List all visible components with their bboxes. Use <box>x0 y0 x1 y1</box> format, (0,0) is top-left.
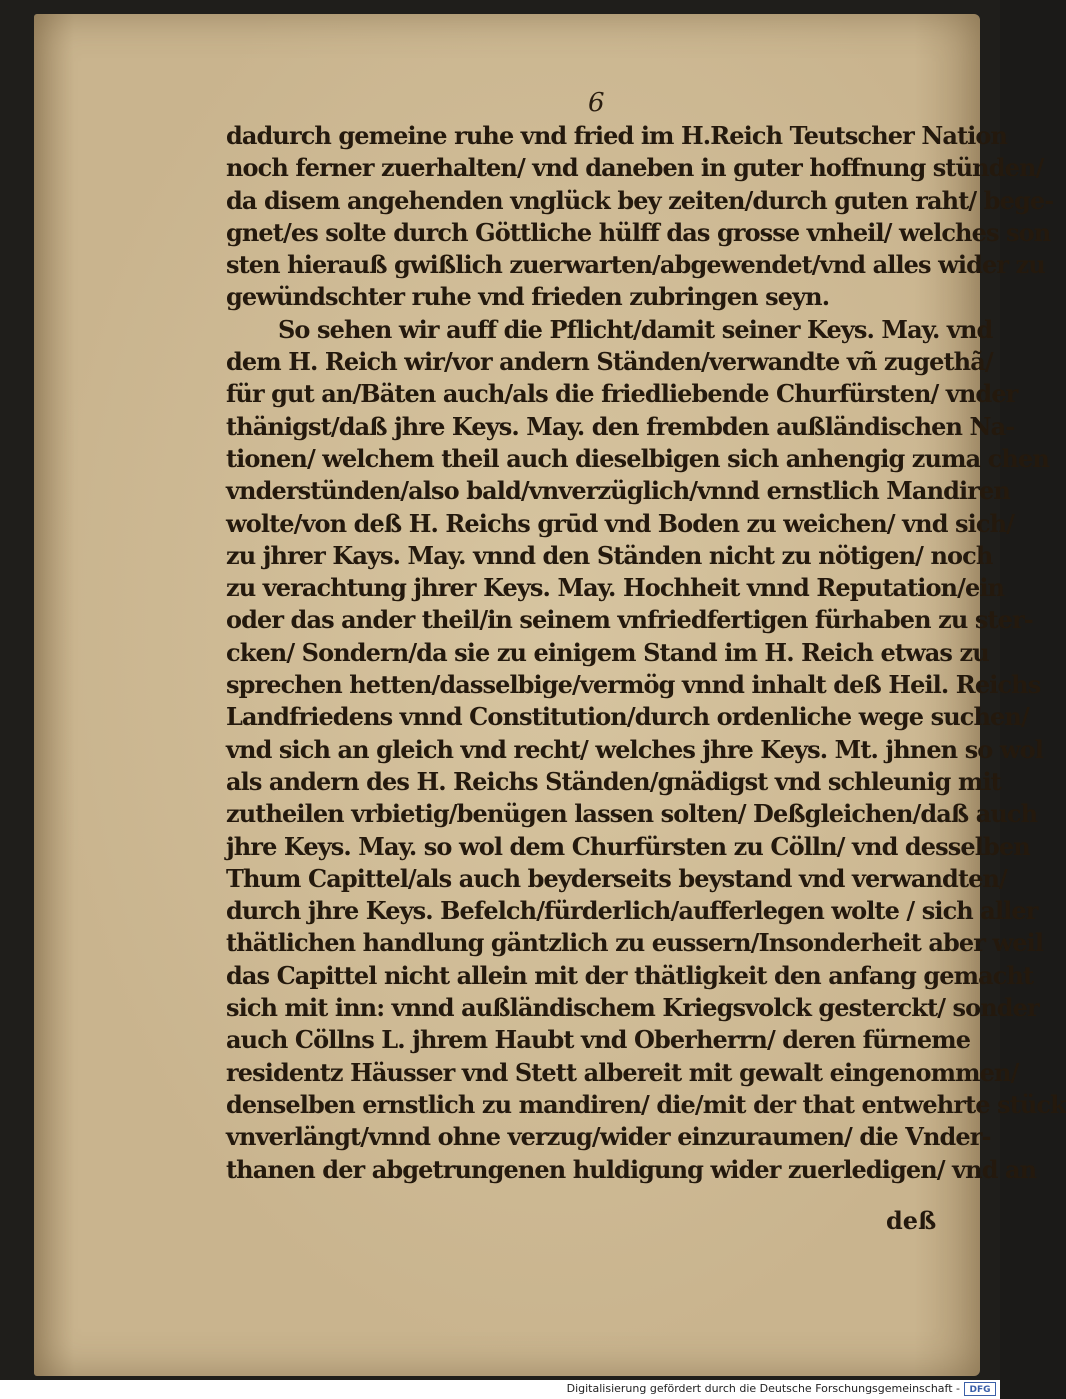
text-line: denselben ernstlich zu mandiren/ die/mit der that entwehrte stück <box>226 1089 1066 1119</box>
text-line: dadurch gemeine ruhe vnd fried im H.Reich Teutscher Nation <box>226 121 1008 150</box>
catchword: deß <box>886 1206 937 1235</box>
text-line: thänigst/daß jhre Keys. May. den frembden außländischen Na- <box>226 411 1015 441</box>
page-number: 6 <box>588 88 605 118</box>
text-line: vnderstünden/also bald/vnverzüglich/vnnd ernstlich Mandiren <box>226 476 1010 506</box>
text-line: auch Cöllns L. jhrem Haubt vnd Oberherrn/ deren fürneme <box>226 1025 971 1055</box>
text-line: thanen der abgetrungenen huldigung wider zuerledigen/ vnd an <box>226 1154 1037 1184</box>
text-line: vnverlängt/vnnd ohne verzug/wider einzuraumen/ die Vnder- <box>226 1122 991 1152</box>
body-text <box>226 120 1066 1186</box>
text-line: noch ferner zuerhalten/ vnd daneben in guter hoffnung stünden/ <box>226 153 1044 183</box>
text-line: vnd sich an gleich vnd recht/ welches jhre Keys. Mt. jhnen so wol <box>226 734 1043 764</box>
text-line: das Capittel nicht allein mit der thätligkeit den anfang gemacht <box>226 960 1034 990</box>
funding-credit: Digitalisierung gefördert durch die Deutsche Forschungsgemeinschaft - <box>566 1382 960 1395</box>
text-line: als andern des H. Reichs Ständen/gnädigst vnd schleunig mit <box>226 766 1001 796</box>
text-line: gnet/es solte durch Göttliche hülff das grosse vnheil/ welches son <box>226 217 1051 247</box>
text-line: wolte/von deß H. Reichs grūd vnd Boden zu weichen/ vnd sich/ <box>226 508 1015 538</box>
dfg-logo-icon[interactable]: DFG <box>964 1382 996 1396</box>
text-line: für gut an/Bäten auch/als die friedliebende Churfürsten/ vnder <box>226 379 1018 409</box>
text-line: zutheilen vrbietig/benügen lassen solten/ Deßgleichen/daß auch <box>226 799 1038 829</box>
text-line: residentz Häusser vnd Stett albereit mit gewalt eingenommen/ <box>226 1057 1019 1087</box>
text-line: So sehen wir auff die Pflicht/damit seiner Keys. May. vnd <box>278 314 993 344</box>
text-line: oder das ander theil/in seinem vnfriedfertigen fürhaben zu ster- <box>226 605 1033 635</box>
text-line: da disem angehenden vnglück bey zeiten/durch guten raht/ bege- <box>226 185 1054 215</box>
text-line: Thum Capittel/als auch beyderseits beystand vnd verwandten/ <box>226 863 1007 893</box>
text-line: cken/ Sondern/da sie zu einigem Stand im H. Reich etwas zu <box>226 637 989 667</box>
text-line: dem H. Reich wir/vor andern Ständen/verwandte vñ zugethã/ <box>226 347 993 377</box>
text-line: jhre Keys. May. so wol dem Churfürsten zu Cölln/ vnd desselben <box>226 831 1030 861</box>
text-line: gewündschter ruhe vnd frieden zubringen seyn. <box>226 282 830 312</box>
text-line: thätlichen handlung gäntzlich zu eussern/Insonderheit aber weil <box>226 928 1044 958</box>
text-line: zu jhrer Kays. May. vnnd den Ständen nicht zu nötigen/ noch <box>226 540 993 570</box>
text-line: sten hierauß gwißlich zuerwarten/abgewendet/vnd alles wider zu <box>226 250 1045 280</box>
text-line: Landfriedens vnnd Constitution/durch ordenliche wege suchen/ <box>226 702 1029 732</box>
text-line: zu verachtung jhrer Keys. May. Hochheit vnnd Reputation/ein <box>226 573 1005 603</box>
text-line: tionen/ welchem theil auch dieselbigen sich anhengig zuma chen <box>226 443 1049 473</box>
text-line: sprechen hetten/dasselbige/vermög vnnd inhalt deß Heil. Reichs <box>226 670 1041 700</box>
text-line: sich mit inn: vnnd außländischem Kriegsvolck gesterckt/ sonder <box>226 993 1039 1023</box>
text-line: durch jhre Keys. Befelch/fürderlich/aufferlegen wolte / sich aller <box>226 896 1038 926</box>
